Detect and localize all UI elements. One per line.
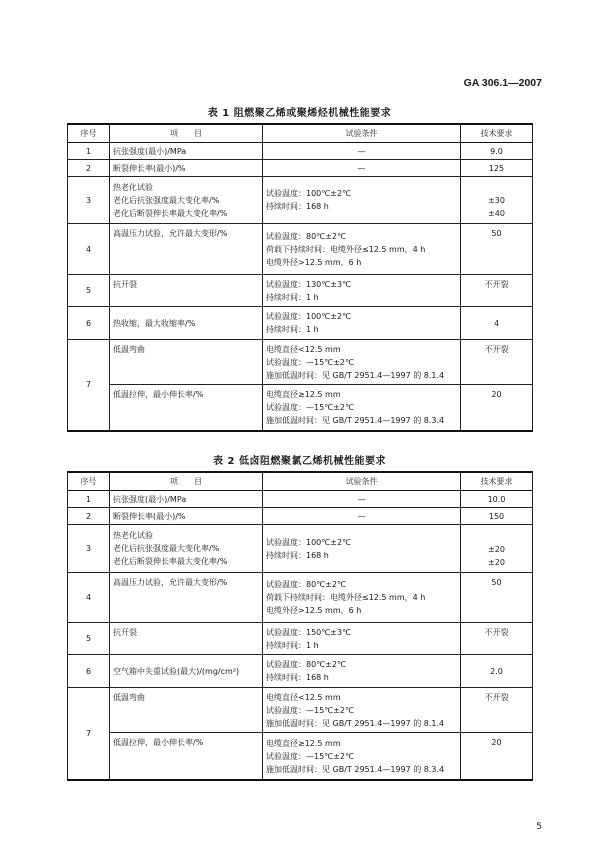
row-number: 3	[68, 525, 110, 573]
item-line: 低温弯曲	[113, 693, 145, 702]
item-line: 断裂伸长率(最小)/%	[113, 511, 186, 521]
table-row	[68, 688, 533, 733]
condition-line: 电缆直径<12.5 mm	[266, 345, 341, 354]
requirement-line: ±20	[488, 558, 505, 567]
table-row	[68, 385, 533, 431]
col-header-no: 序号	[68, 124, 110, 143]
condition-line: 电缆外径>12.5 mm，6 h	[266, 257, 362, 267]
condition-cell	[263, 573, 461, 623]
condition-line: 电缆外径>12.5 mm，6 h	[266, 606, 362, 615]
condition-line: 电缆直径≥12.5 mm	[266, 390, 341, 400]
item-cell	[110, 143, 263, 160]
condition-cell	[263, 733, 461, 780]
condition-cell	[263, 143, 461, 160]
item-line: 抗张强度(最小)/MPa	[113, 494, 187, 504]
item-cell	[110, 160, 263, 177]
row-number: 7	[68, 340, 110, 431]
condition-line: 持续时间：168 h	[266, 673, 329, 682]
requirement-cell	[461, 307, 533, 340]
condition-line: 试验温度：—15℃±2℃	[266, 403, 354, 413]
requirement-cell	[461, 655, 533, 688]
row-number: 4	[68, 224, 110, 275]
item-cell	[110, 623, 263, 655]
condition-line: —	[357, 511, 366, 521]
requirement-cell	[461, 525, 533, 573]
col-header-item: 项 目	[110, 472, 263, 491]
item-cell	[110, 491, 263, 508]
condition-cell	[263, 177, 461, 224]
item-line: 空气箱中失重试验(最大)/(mg/cm²)	[113, 666, 240, 676]
standard-number: GA 306.1—2007	[463, 77, 542, 89]
condition-cell	[263, 491, 461, 508]
item-cell	[110, 573, 263, 623]
condition-line: 持续时间：168 h	[266, 550, 329, 560]
item-cell	[110, 177, 263, 224]
condition-line: 持续时间：1 h	[266, 640, 319, 650]
requirement-line: 不开裂	[484, 693, 509, 702]
requirement-line: 20	[491, 738, 502, 747]
table-row	[68, 224, 533, 275]
item-cell	[110, 385, 263, 431]
table2-header-row	[68, 472, 533, 491]
item-cell	[110, 688, 263, 733]
item-line: 高温压力试验，允许最大变形/%	[113, 229, 228, 238]
condition-cell	[263, 688, 461, 733]
condition-line: 试验温度：130℃±3℃	[266, 279, 352, 289]
condition-cell	[263, 307, 461, 340]
requirement-cell	[461, 385, 533, 431]
item-cell	[110, 508, 263, 525]
condition-line: 试验温度：100℃±2℃	[266, 189, 352, 198]
requirement-line: 150	[488, 511, 505, 521]
requirement-cell	[461, 143, 533, 160]
item-line: 低温弯曲	[113, 345, 145, 354]
item-cell	[110, 525, 263, 573]
requirement-cell	[461, 573, 533, 623]
condition-cell	[263, 623, 461, 655]
condition-cell	[263, 655, 461, 688]
item-line: 老化后断裂伸长率最大变化率/%	[113, 557, 228, 566]
table-row	[68, 733, 533, 780]
row-number: 2	[68, 508, 110, 525]
condition-cell	[263, 224, 461, 275]
requirement-cell	[461, 177, 533, 224]
row-number: 6	[68, 655, 110, 688]
requirement-line: 125	[488, 163, 505, 173]
condition-line: 施加低温时间：见 GB/T 2951.4—1997 的 8.1.4	[266, 719, 445, 728]
condition-line: 试验温度：80℃±2℃	[266, 231, 346, 241]
table-row	[68, 143, 533, 160]
item-cell	[110, 655, 263, 688]
item-line: 高温压力试验，允许最大变形/%	[113, 578, 228, 587]
table-row	[68, 655, 533, 688]
condition-line: —	[357, 163, 366, 173]
item-cell	[110, 340, 263, 385]
condition-cell	[263, 160, 461, 177]
table1-caption: 表 1 阻燃聚乙烯或聚烯烃机械性能要求	[207, 108, 392, 119]
item-line: 低温拉伸，最小伸长率/%	[113, 738, 204, 747]
row-number: 2	[68, 160, 110, 177]
item-line: 老化后抗张强度最大变化率/%	[113, 544, 220, 553]
condition-line: 试验温度：—15℃±2℃	[266, 358, 354, 367]
requirement-line: 9.0	[490, 146, 503, 156]
item-line: 老化后抗张强度最大变化率/%	[113, 195, 220, 205]
requirement-cell	[461, 733, 533, 780]
condition-line: 施加低温时间：见 GB/T 2951.4—1997 的 8.1.4	[266, 371, 445, 380]
item-cell	[110, 275, 263, 307]
col-header-requirement: 技术要求	[461, 124, 533, 143]
col-header-condition: 试验条件	[263, 472, 461, 491]
item-line: 热老化试验	[113, 182, 153, 192]
table-row	[68, 491, 533, 508]
condition-line: —	[357, 494, 366, 504]
table1-header-row	[68, 124, 533, 143]
item-line: 断裂伸长率(最小)/%	[113, 163, 186, 173]
row-number: 6	[68, 307, 110, 340]
condition-cell	[263, 385, 461, 431]
table-row	[68, 623, 533, 655]
requirement-cell	[461, 275, 533, 307]
item-line: 低温拉伸，最小伸长率/%	[113, 390, 204, 399]
item-line: 热老化试验	[113, 531, 153, 540]
col-header-condition: 试验条件	[263, 124, 461, 143]
item-line: 抗张强度(最小)/MPa	[113, 146, 187, 156]
requirement-line: 不开裂	[484, 628, 509, 637]
requirement-cell	[461, 491, 533, 508]
item-cell	[110, 224, 263, 275]
condition-line: 试验温度：—15℃±2℃	[266, 751, 354, 761]
condition-line: 持续时间：1 h	[266, 325, 319, 334]
table-row	[68, 160, 533, 177]
requirement-line: 50	[491, 578, 502, 587]
condition-line: 电缆直径≥12.5 mm	[266, 738, 341, 748]
condition-cell	[263, 525, 461, 573]
requirement-cell	[461, 340, 533, 385]
row-number: 5	[68, 623, 110, 655]
requirement-line: 50	[491, 229, 502, 238]
condition-line: 试验温度：100℃±2℃	[266, 537, 352, 547]
condition-cell	[263, 275, 461, 307]
condition-line: 电缆直径<12.5 mm	[266, 693, 341, 702]
requirement-line: ±40	[488, 209, 505, 218]
requirement-line: 不开裂	[484, 280, 509, 289]
condition-line: 施加低温时间：见 GB/T 2951.4—1997 的 8.3.4	[266, 764, 445, 774]
requirement-line: 10.0	[487, 494, 506, 504]
condition-cell	[263, 508, 461, 525]
page-number: 5	[536, 822, 542, 832]
table-row	[68, 307, 533, 340]
row-number: 4	[68, 573, 110, 623]
requirement-line: 2.0	[490, 666, 503, 676]
condition-cell	[263, 340, 461, 385]
row-number: 1	[68, 491, 110, 508]
requirement-line: ±20	[488, 545, 505, 554]
condition-line: 试验温度：80℃±2℃	[266, 580, 346, 589]
table2-caption: 表 2 低卤阻燃聚氯乙烯机械性能要求	[213, 456, 386, 467]
condition-line: 荷载下持续时间：电缆外径≤12.5 mm，4 h	[266, 593, 426, 602]
item-line: 抗开裂	[113, 628, 137, 637]
table1	[67, 123, 533, 432]
requirement-cell	[461, 160, 533, 177]
condition-line: 试验温度：150℃±3℃	[266, 627, 352, 637]
requirement-cell	[461, 623, 533, 655]
condition-line: 荷载下持续时间：电缆外径≤12.5 mm，4 h	[266, 244, 426, 254]
item-cell	[110, 307, 263, 340]
condition-line: 试验温度：100℃±2℃	[266, 312, 352, 321]
table-row	[68, 573, 533, 623]
row-number: 5	[68, 275, 110, 307]
item-line: 热收缩，最大收缩率/%	[113, 318, 196, 328]
row-number: 7	[68, 688, 110, 780]
condition-line: 持续时间：1 h	[266, 292, 319, 302]
condition-line: —	[357, 146, 366, 156]
table-row	[68, 275, 533, 307]
col-header-requirement: 技术要求	[461, 472, 533, 491]
table-row	[68, 508, 533, 525]
requirement-cell	[461, 688, 533, 733]
table-row	[68, 340, 533, 385]
row-number: 3	[68, 177, 110, 224]
item-line: 老化后断裂伸长率最大变化率/%	[113, 208, 228, 218]
condition-line: 试验温度：80℃±2℃	[266, 660, 346, 669]
requirement-line: 不开裂	[484, 345, 509, 354]
col-header-item: 项 目	[110, 124, 263, 143]
col-header-no: 序号	[68, 472, 110, 491]
requirement-line: 20	[491, 390, 502, 399]
condition-line: 施加低温时间：见 GB/T 2951.4—1997 的 8.3.4	[266, 416, 445, 426]
table-row	[68, 177, 533, 224]
requirement-cell	[461, 508, 533, 525]
table-row	[68, 525, 533, 573]
condition-line: 试验温度：—15℃±2℃	[266, 706, 354, 715]
requirement-line: 4	[493, 318, 500, 328]
row-number: 1	[68, 143, 110, 160]
requirement-line: ±30	[488, 196, 505, 205]
table2	[67, 471, 533, 781]
requirement-cell	[461, 224, 533, 275]
condition-line: 持续时间：168 h	[266, 202, 329, 211]
item-cell	[110, 733, 263, 780]
item-line: 抗开裂	[113, 280, 137, 289]
